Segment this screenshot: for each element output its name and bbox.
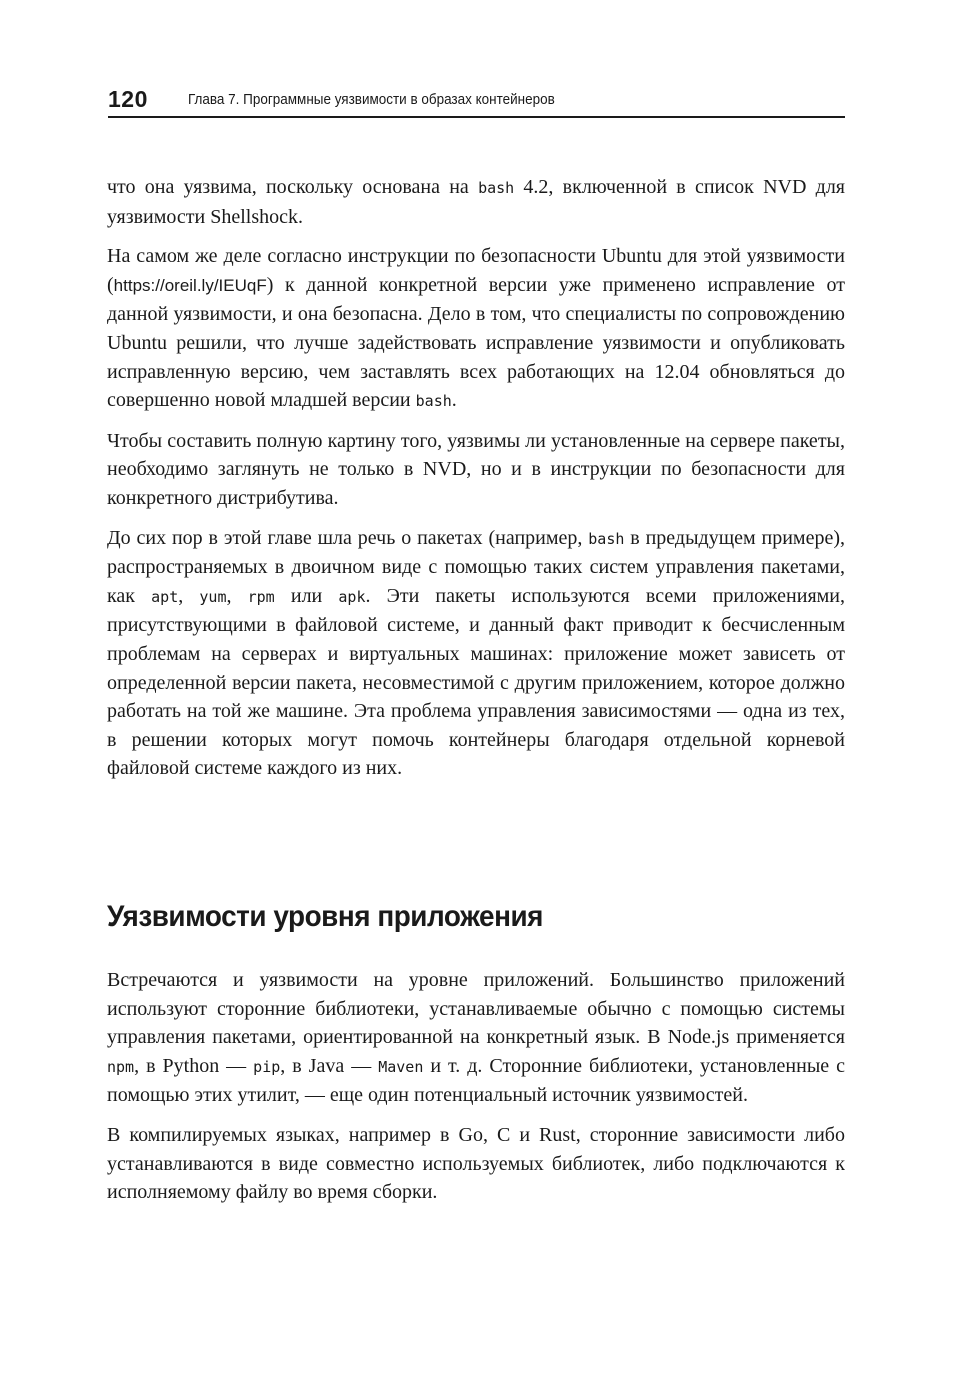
paragraph-1: что она уязвима, поскольку основана на bash 4.2, включенной в список NVD для уязвимости Shellshock. <box>107 176 846 228</box>
inline-code: pip <box>253 1057 281 1076</box>
inline-code: bash <box>478 179 515 197</box>
body-text-section <box>107 966 845 1218</box>
inline-code: npm <box>107 1057 135 1076</box>
inline-code: apk <box>338 587 366 606</box>
section-heading: Уязвимости уровня приложения <box>107 900 543 933</box>
body-text-top <box>107 173 845 794</box>
inline-code: apt <box>151 587 179 606</box>
section-paragraph-2: В компилируемых языках, например в Go, C и Rust, сторонние зависимости либо устанавливаются в виде совместно используемых библиотек, либо подключаются к исполняемому файлу во время сборки. <box>107 1123 845 1204</box>
section-paragraph-1: Встречаются и уязвимости на уровне приложений. Большинство приложений используют сторонние библиотеки, устанавливаемые обычно с помощью системы управления пакетами, ориентированной на конкретный язык. В Node.js применяется npm, в Python — pip, в Java — Maven и т. д. Сторонние библиотеки, установленные с помощью этих утилит, — еще один потенциальный источник уязвимостей. <box>107 969 846 1107</box>
paragraph-2: На самом же деле согласно инструкции по безопасности Ubuntu для этой уязвимости (https://oreil.ly/IEUqF) к данной конкретной версии уже применено исправление от данной уязвимости, и она безопасна. Дело в том, что специалисты по сопровождению Ubuntu решили, что лучше задействовать исправление уязвимости и опубликовать исправленную версию, чем заставлять всех работающих на 12.04 обновляться до совершенно новой младшей версии bash. <box>107 245 845 412</box>
ubuntu-advisory-link[interactable]: https://oreil.ly/IEUqF <box>113 275 267 295</box>
inline-code: bash <box>588 529 625 548</box>
inline-code: rpm <box>247 587 275 606</box>
running-header <box>108 84 845 118</box>
paragraph-3: Чтобы составить полную картину того, уязвимы ли установленные на сервере пакеты, необходимо заглянуть не только в NVD, но и в инструкции по безопасности для конкретного дистрибутива. <box>107 429 845 509</box>
paragraph-4: До сих пор в этой главе шла речь о пакетах (например, bash в предыдущем примере), распространяемых в двоичном виде с помощью таких систем управления пакетами, как apt, yum, rpm или apk. Эти пакеты используются всеми приложениями, присутствующими в файловой системе, и данный факт приводит к бесчисленным проблемам на серверах и виртуальных машинах: приложение может зависеть от определенной версии пакета, несовместимой с другим приложением, которое должно работать на той же машине. Эта проблема управления зависимостями — одна из тех, в решении которых могут помочь контейнеры благодаря отдельной корневой файловой системе каждого из них. <box>107 526 845 780</box>
running-title: Глава 7. Программные уязвимости в образах контейнеров <box>188 92 555 108</box>
inline-code: bash <box>415 392 452 411</box>
inline-code: Maven <box>378 1057 424 1076</box>
inline-code: yum <box>199 587 227 606</box>
page-number: 120 <box>108 86 148 112</box>
